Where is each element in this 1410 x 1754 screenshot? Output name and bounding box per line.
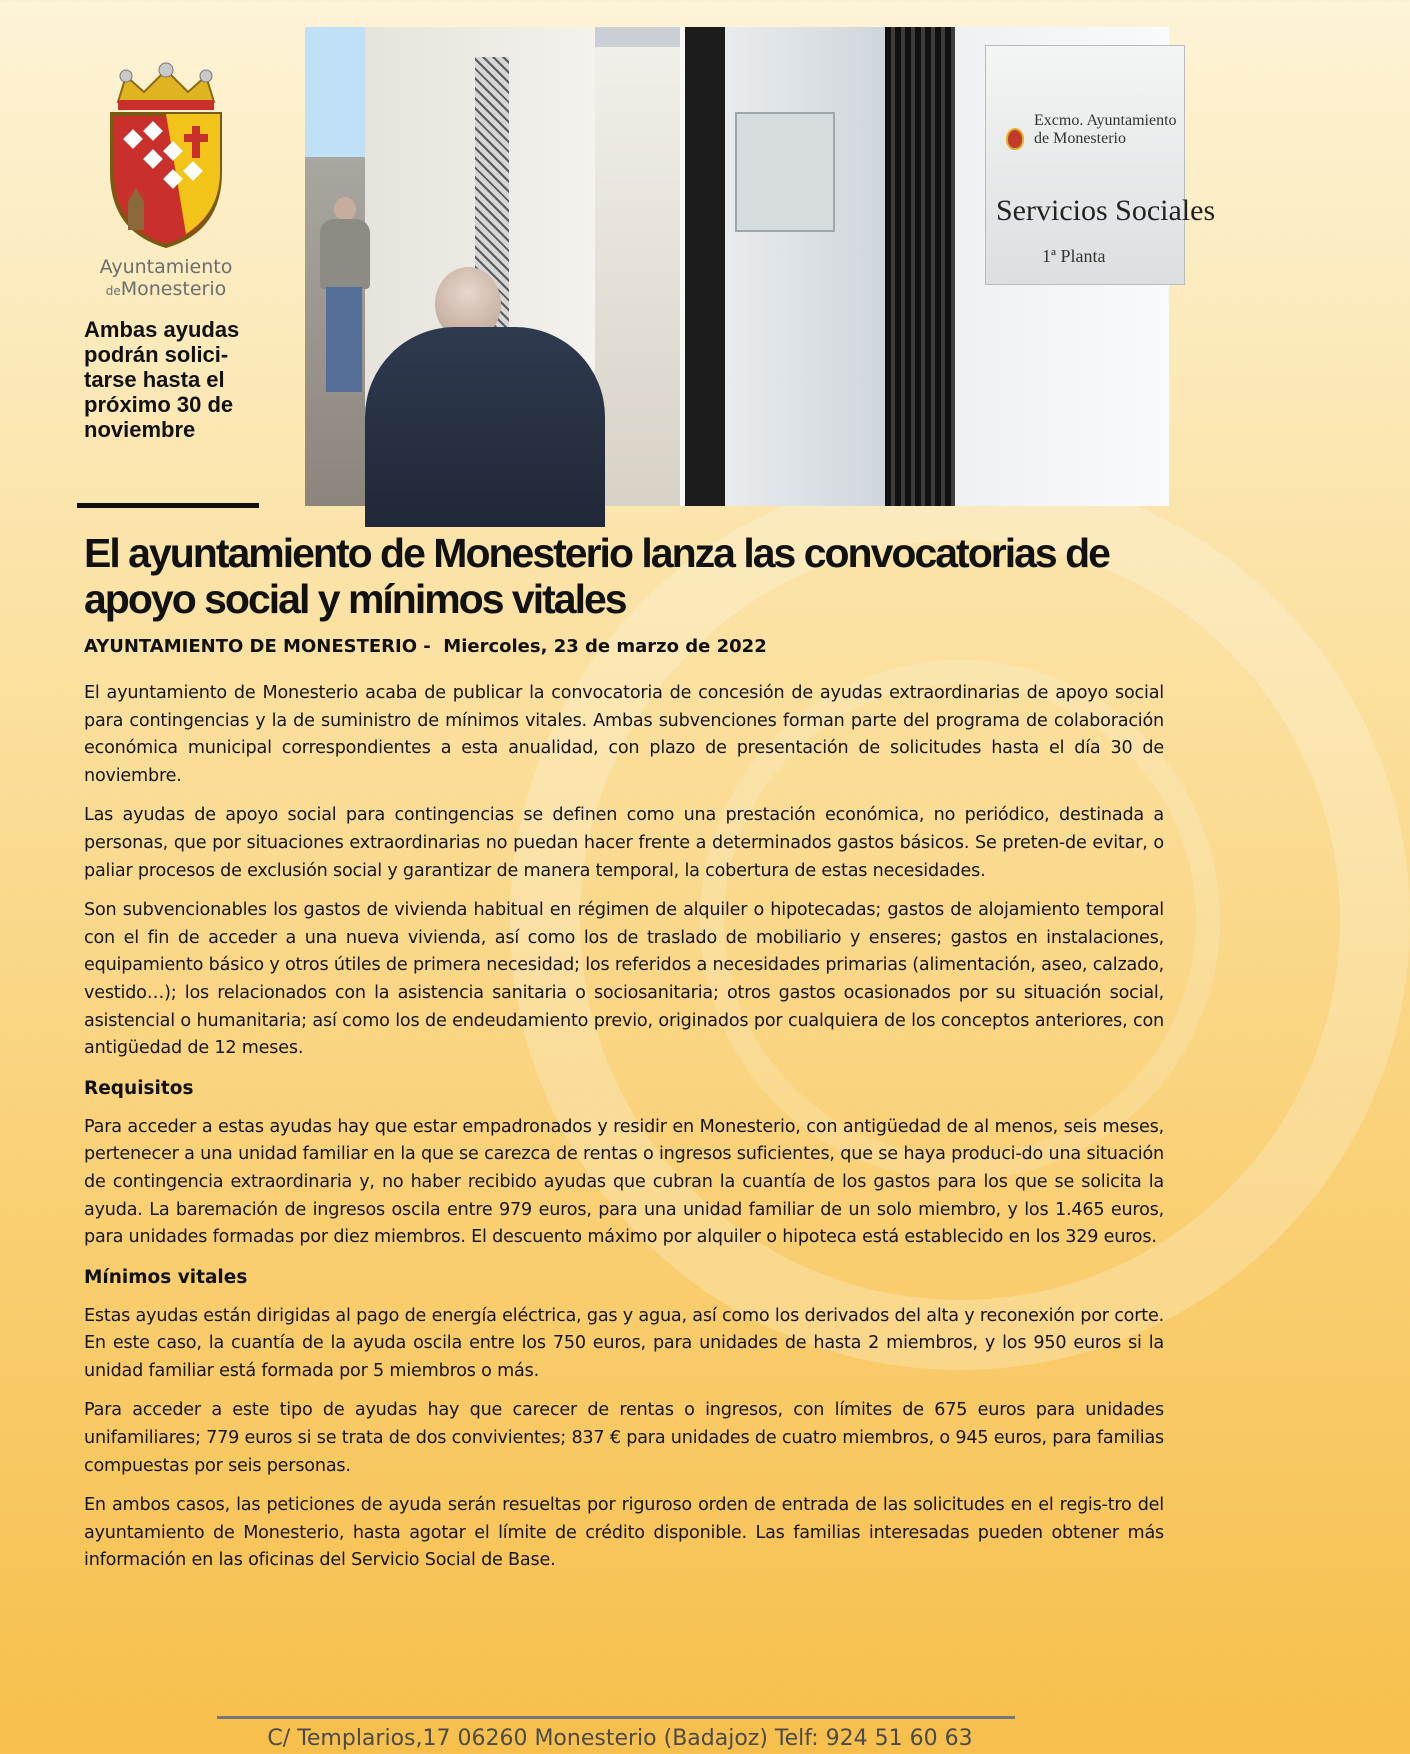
footer-address: C/ Templarios,17 06260 Monesterio (Badajoz) Telf: 924 51 60 63 [267, 1726, 973, 1751]
coat-of-arms-icon [96, 62, 236, 252]
plaque-line-2: de Monesterio [1034, 130, 1126, 147]
plaque-title: Servicios Sociales [996, 194, 1216, 227]
footer-divider [217, 1716, 1015, 1719]
requisitos-paragraph: Para acceder a estas ayudas hay que estar empadronados y residir en Monesterio, con antigüedad de al menos, seis meses, pertenecer a una unidad familiar en la que se carezca de rentas o ingresos suficientes, que se haya produci-do una situación de contingencia extraordinaria y, no haber recibido ayudas que cubran la cuantía de los gastos para los que se solicita la ayuda. La baremación de ingresos oscila entre 979 euros, para una unidad familiar de un solo miembro, y los 1.465 euros, para unidades formadas por diez miembros. El descuento máximo por alquiler o hipoteca está establecido en los 329 euros. [84, 1116, 1164, 1248]
photo-door-frame [685, 27, 725, 506]
photo-sky [305, 27, 365, 157]
section-heading-requisitos: Requisitos [84, 1077, 194, 1099]
social-services-plaque [985, 45, 1216, 285]
pedestrian-head [334, 197, 356, 221]
plaque-line-1: Excmo. Ayuntamiento [1034, 112, 1177, 129]
article-paragraph: Las ayudas de apoyo social para contingencias se definen como una prestación económica, no periódico, destinada a personas, que por situaciones extraordinarias no puedan hacer frente a determinados gastos básicos. Se preten-de evitar, o paliar procesos de exclusión social y garantizar de manera temporal, la cobertura de estas necesidades. [84, 805, 1164, 881]
section-heading-minimos-vitales: Mínimos vitales [84, 1266, 248, 1288]
article-body [84, 680, 1164, 1587]
logo-line-1: Ayuntamiento [99, 256, 233, 278]
logo-wordmark [86, 256, 246, 302]
minimos-paragraph: En ambos casos, las peticiones de ayuda serán resueltas por riguroso orden de entrada de las solicitudes en el regis-tro del ayuntamiento de Monesterio, hasta agotar el límite de crédito disponible. Las familias interesadas pueden obtener más información en las oficinas del Servicio Social de Base. [84, 1495, 1164, 1571]
man-jacket [365, 327, 605, 527]
logo-line-2-prefix: de [105, 284, 121, 298]
sidebar-divider [77, 503, 259, 508]
article-paragraph: El ayuntamiento de Monesterio acaba de publicar la convocatoria de concesión de ayudas extraordinarias de apoyo social para contingencias y la de suministro de mínimos vitales. Ambas subvenciones forman parte del programa de colaboración económica municipal correspondientes a esta anualidad, con plazo de presentación de solicitudes hasta el día 30 de noviembre. [84, 683, 1164, 786]
article-headline: El ayuntamiento de Monesterio lanza las convocatorias de apoyo social y mínimos vitales [84, 530, 1109, 622]
minimos-paragraph: Para acceder a este tipo de ayudas hay que carecer de rentas o ingresos, con límites de 675 euros para unidades unifamiliares; 779 euros si se trata de dos convivientes; 837 € para unidades de cuatro miembros, o 945 euros, para familias compuestas por seis personas. [84, 1400, 1164, 1476]
photo-elderly-man [335, 257, 575, 517]
plaque-seal-icon [1006, 128, 1024, 150]
logo-line-2-main: Monesterio [120, 278, 227, 300]
plaque-header [1034, 112, 1177, 148]
minimos-paragraph: Estas ayudas están dirigidas al pago de energía eléctrica, gas y agua, así como los derivados del alta y reconexión por corte. En este caso, la cuantía de la ayuda oscila entre los 750 euros, para unidades de hasta 2 miembros, y los 950 euros si la unidad familiar está formada por 5 miembros o más. [84, 1305, 1164, 1381]
logo-line-2 [86, 278, 246, 302]
sidebar-pull-quote: Ambas ayudas podrán solici- tarse hasta el próximo 30 de noviembre [84, 317, 240, 442]
plaque-floor: 1ª Planta [1042, 246, 1106, 266]
article-byline: AYUNTAMIENTO DE MONESTERIO - Miercoles, 23 de marzo de 2022 [84, 636, 767, 657]
photo-mailbox [735, 112, 835, 232]
article-photo [305, 27, 1216, 506]
municipal-logo [86, 62, 246, 302]
photo-metal-gate [885, 27, 955, 506]
photo-office-door [725, 27, 885, 506]
article-paragraph: Son subvencionables los gastos de vivienda habitual en régimen de alquiler o hipotecadas; gastos de alojamiento temporal con el fin de acceder a una nueva vivienda, así como los de traslado de mobiliario y enseres; gastos en instalaciones, equipamiento básico y otros útiles de primera necesidad; los referidos a necesidades primarias (alimentación, aseo, calzado, vestido…); los relacionados con la asistencia sanitaria o sociosanitaria; otros gastos ocasionados por su situación social, asistencial o humanitaria; así como los de endeudamiento previo, originados por cualquiera de los conceptos anteriores, con antigüedad de 12 meses. [84, 900, 1164, 1059]
